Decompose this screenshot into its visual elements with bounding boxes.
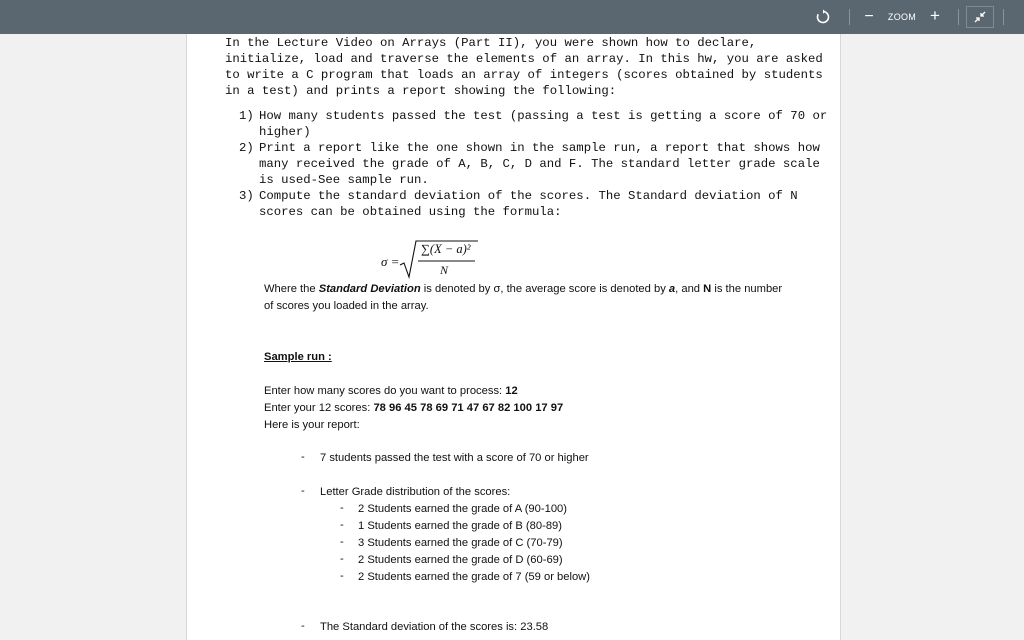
bullet-dash: - bbox=[340, 570, 344, 582]
zoom-in-button[interactable]: + bbox=[930, 6, 940, 25]
item-number: 2) bbox=[239, 141, 254, 155]
bullet-dash: - bbox=[301, 451, 305, 463]
report-distribution-title: Letter Grade distribution of the scores: bbox=[320, 486, 511, 498]
intro-line: initialize, load and traverse the elements of an array. In this hw, you are asked bbox=[225, 52, 823, 66]
toolbar-separator bbox=[958, 9, 959, 25]
formula-denominator: N bbox=[440, 263, 449, 277]
item-line: higher) bbox=[259, 125, 311, 139]
prompt-scores bbox=[264, 400, 563, 416]
refresh-button[interactable] bbox=[812, 7, 834, 27]
explanation-text: Where the bbox=[264, 283, 319, 295]
collapse-icon bbox=[974, 11, 986, 23]
prompt-text: Enter your 12 scores: bbox=[264, 402, 374, 414]
intro-line: in a test) and prints a report showing the following: bbox=[225, 84, 617, 98]
prompt-count bbox=[264, 383, 518, 399]
item-line: is used-See sample run. bbox=[259, 173, 429, 187]
bullet-dash: - bbox=[301, 620, 305, 632]
intro-line: to write a C program that loads an array of integers (scores obtained by students bbox=[225, 68, 823, 82]
prompt-text: Enter how many scores do you want to process: bbox=[264, 385, 506, 397]
grade-line: 1 Students earned the grade of B (80-89) bbox=[358, 520, 562, 532]
grade-line: 2 Students earned the grade of D (60-69) bbox=[358, 554, 563, 566]
formula-sigma: σ = bbox=[381, 254, 400, 269]
refresh-icon bbox=[815, 9, 831, 25]
explanation-term-a: a bbox=[668, 283, 676, 295]
formula-numerator: ∑(X − a)² bbox=[421, 242, 471, 256]
explanation-text: is the number bbox=[711, 283, 783, 295]
bullet-dash: - bbox=[340, 553, 344, 565]
explanation-term-n: N bbox=[703, 283, 712, 295]
viewer-toolbar bbox=[0, 0, 1024, 34]
prompt-report: Here is your report: bbox=[264, 419, 360, 431]
formula-explanation bbox=[264, 281, 782, 297]
bullet-dash: - bbox=[340, 536, 344, 548]
collapse-button[interactable] bbox=[966, 6, 994, 28]
formula-explanation-line2: of scores you loaded in the array. bbox=[264, 300, 429, 312]
explanation-term-std-dev: Standard Deviation bbox=[318, 283, 421, 295]
zoom-out-button[interactable]: − bbox=[864, 8, 874, 25]
document-page bbox=[186, 34, 841, 640]
toolbar-separator bbox=[1003, 9, 1004, 25]
grade-line: 3 Students earned the grade of C (70-79) bbox=[358, 537, 563, 549]
explanation-text: is denoted by σ, the average score is denoted by bbox=[420, 283, 669, 295]
bullet-dash: - bbox=[301, 485, 305, 497]
prompt-value: 78 96 45 78 69 71 47 67 82 100 17 97 bbox=[373, 402, 564, 414]
intro-line: In the Lecture Video on Arrays (Part II), you were shown how to declare, bbox=[225, 36, 757, 50]
prompt-value: 12 bbox=[505, 385, 518, 397]
toolbar-separator bbox=[849, 9, 850, 25]
item-number: 3) bbox=[239, 189, 254, 203]
explanation-text: , and bbox=[675, 283, 704, 295]
sample-run-heading: Sample run : bbox=[264, 351, 332, 363]
item-line: many received the grade of A, B, C, D and F. The standard letter grade scale bbox=[259, 157, 820, 171]
grade-line: 2 Students earned the grade of 7 (59 or below) bbox=[358, 571, 590, 583]
grade-line: 2 Students earned the grade of A (90-100) bbox=[358, 503, 567, 515]
item-line: scores can be obtained using the formula: bbox=[259, 205, 562, 219]
report-passed: 7 students passed the test with a score of 70 or higher bbox=[320, 452, 589, 464]
bullet-dash: - bbox=[340, 519, 344, 531]
item-line: Print a report like the one shown in the sample run, a report that shows how bbox=[259, 141, 820, 155]
item-line: Compute the standard deviation of the scores. The Standard deviation of N bbox=[259, 189, 798, 203]
item-line: How many students passed the test (passing a test is getting a score of 70 or bbox=[259, 109, 828, 123]
report-stddev: The Standard deviation of the scores is: 23.58 bbox=[320, 621, 549, 633]
bullet-dash: - bbox=[340, 502, 344, 514]
zoom-label: ZOOM bbox=[887, 12, 917, 22]
item-number: 1) bbox=[239, 109, 254, 123]
